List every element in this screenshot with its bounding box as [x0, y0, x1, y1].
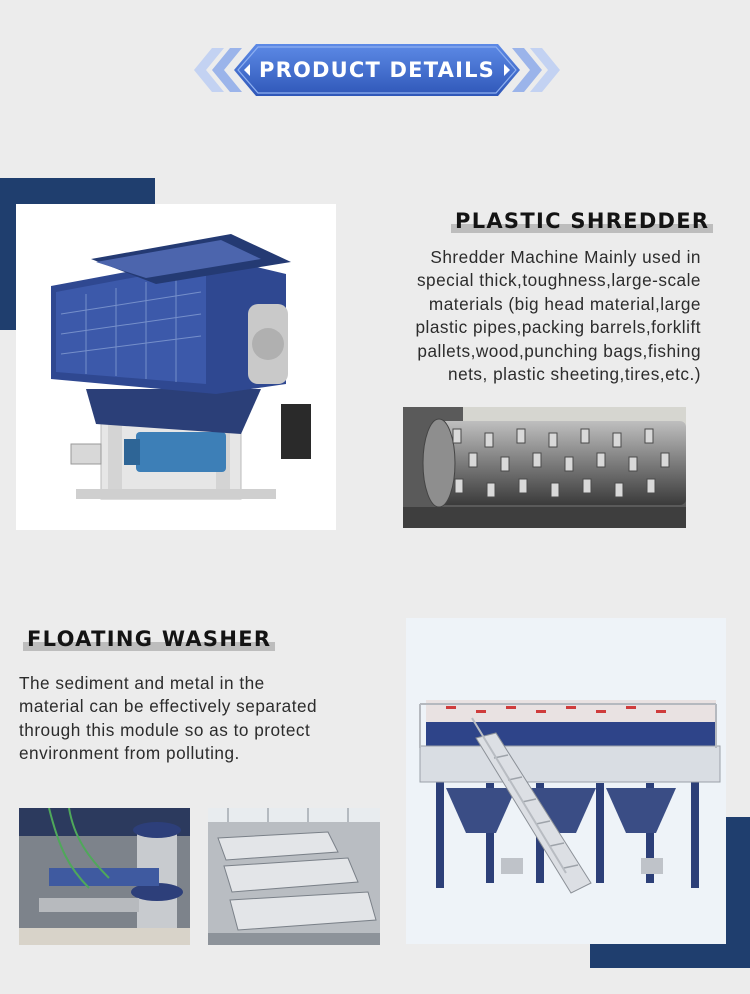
- washer-detail-image-right: [208, 808, 380, 945]
- shredder-description: [341, 246, 701, 386]
- product-details-banner: [190, 44, 564, 96]
- floating-washer-image: [406, 618, 726, 944]
- washer-description-line: material can be effectively separated: [19, 696, 318, 717]
- banner-title: PRODUCT DETAILS: [259, 58, 495, 82]
- shredder-description-line: nets, plastic sheeting,tires,etc.): [448, 364, 701, 385]
- washer-description-line: through this module so as to protect: [19, 719, 311, 740]
- washer-description-line: The sediment and metal in the: [19, 673, 265, 693]
- washer-heading: FLOATING WASHER: [27, 626, 271, 652]
- shredder-description-line: Shredder Machine Mainly used in: [430, 247, 701, 267]
- washer-description-line: environment from polluting.: [19, 743, 240, 764]
- washer-detail-image-left: [19, 808, 190, 945]
- shredder-rotor-image: [403, 407, 686, 528]
- shredder-machine-image: [16, 204, 336, 530]
- shredder-description-line: materials (big head material,large: [428, 293, 701, 314]
- shredder-description-line: special thick,toughness,large-scale: [416, 270, 701, 291]
- shredder-description-line: plastic pipes,packing barrels,forklift: [415, 317, 701, 338]
- shredder-heading: PLASTIC SHREDDER: [455, 208, 709, 234]
- shredder-description-line: pallets,wood,punching bags,fishing: [417, 340, 701, 361]
- washer-description: [19, 672, 389, 766]
